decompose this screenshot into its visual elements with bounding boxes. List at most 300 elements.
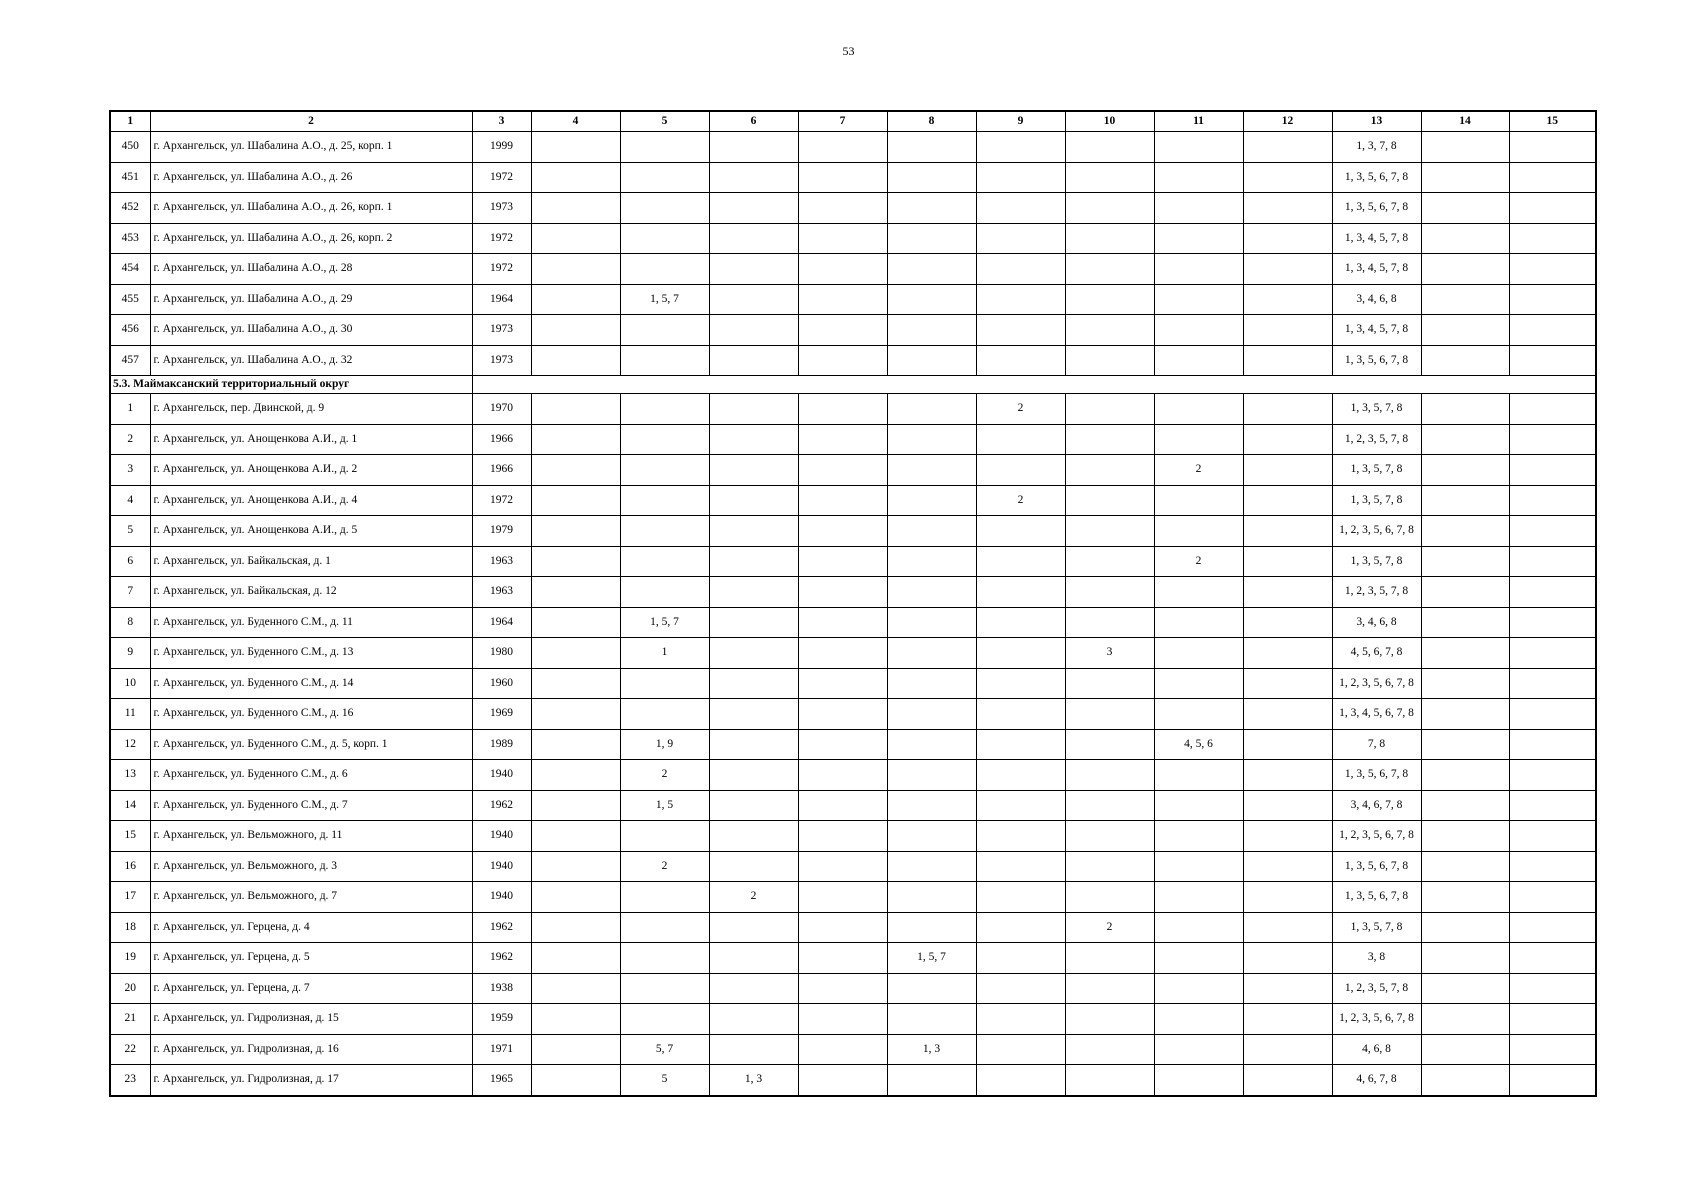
cell-col-6 bbox=[709, 821, 798, 852]
cell-col-5: 1 bbox=[620, 638, 709, 669]
cell-col-6 bbox=[709, 284, 798, 315]
section-empty-cell bbox=[472, 376, 531, 394]
cell-col-4 bbox=[531, 973, 620, 1004]
cell-col-13: 4, 5, 6, 7, 8 bbox=[1332, 638, 1421, 669]
cell-col-7 bbox=[798, 1065, 887, 1096]
cell-col-10 bbox=[1065, 1034, 1154, 1065]
cell-col-14 bbox=[1421, 638, 1509, 669]
cell-col-15 bbox=[1509, 699, 1596, 730]
cell-col-4 bbox=[531, 254, 620, 285]
cell-col-4 bbox=[531, 516, 620, 547]
cell-col-9 bbox=[976, 699, 1065, 730]
cell-col-11: 2 bbox=[1154, 455, 1243, 486]
cell-col-11 bbox=[1154, 821, 1243, 852]
cell-col-15 bbox=[1509, 973, 1596, 1004]
cell-address: г. Архангельск, пер. Двинской, д. 9 bbox=[150, 394, 472, 425]
cell-col-15 bbox=[1509, 345, 1596, 376]
cell-col-5 bbox=[620, 485, 709, 516]
cell-address: г. Архангельск, ул. Шабалина А.О., д. 30 bbox=[150, 315, 472, 346]
cell-col-6 bbox=[709, 394, 798, 425]
cell-col-4 bbox=[531, 284, 620, 315]
column-header-12: 12 bbox=[1243, 111, 1332, 132]
table-row bbox=[110, 455, 1596, 486]
cell-col-6: 1, 3 bbox=[709, 1065, 798, 1096]
cell-col-10 bbox=[1065, 516, 1154, 547]
cell-col-5 bbox=[620, 223, 709, 254]
cell-col-15 bbox=[1509, 1065, 1596, 1096]
cell-address: г. Архангельск, ул. Шабалина А.О., д. 29 bbox=[150, 284, 472, 315]
cell-col-4 bbox=[531, 1065, 620, 1096]
cell-col-6 bbox=[709, 132, 798, 163]
cell-year: 1972 bbox=[472, 485, 531, 516]
cell-col-14 bbox=[1421, 668, 1509, 699]
cell-col-14 bbox=[1421, 284, 1509, 315]
cell-col-15 bbox=[1509, 943, 1596, 974]
cell-col-6 bbox=[709, 973, 798, 1004]
cell-col-13: 1, 3, 5, 7, 8 bbox=[1332, 912, 1421, 943]
cell-col-4 bbox=[531, 485, 620, 516]
cell-row-number: 451 bbox=[110, 162, 150, 193]
cell-col-10 bbox=[1065, 668, 1154, 699]
cell-col-10 bbox=[1065, 132, 1154, 163]
cell-col-14 bbox=[1421, 162, 1509, 193]
cell-address: г. Архангельск, ул. Шабалина А.О., д. 26, корп. 1 bbox=[150, 193, 472, 224]
cell-col-9 bbox=[976, 162, 1065, 193]
cell-col-14 bbox=[1421, 760, 1509, 791]
column-header-6: 6 bbox=[709, 111, 798, 132]
cell-col-4 bbox=[531, 760, 620, 791]
cell-col-9 bbox=[976, 1004, 1065, 1035]
cell-year: 1963 bbox=[472, 577, 531, 608]
cell-col-7 bbox=[798, 729, 887, 760]
table-row bbox=[110, 790, 1596, 821]
cell-row-number: 19 bbox=[110, 943, 150, 974]
cell-col-11 bbox=[1154, 516, 1243, 547]
cell-col-6 bbox=[709, 577, 798, 608]
cell-col-11 bbox=[1154, 638, 1243, 669]
cell-col-6 bbox=[709, 254, 798, 285]
cell-col-10 bbox=[1065, 1004, 1154, 1035]
cell-col-7 bbox=[798, 638, 887, 669]
cell-col-8 bbox=[887, 223, 976, 254]
table-row bbox=[110, 345, 1596, 376]
column-header-4: 4 bbox=[531, 111, 620, 132]
cell-row-number: 22 bbox=[110, 1034, 150, 1065]
cell-col-7 bbox=[798, 485, 887, 516]
section-empty-cell bbox=[1332, 376, 1421, 394]
cell-col-10 bbox=[1065, 790, 1154, 821]
cell-col-15 bbox=[1509, 485, 1596, 516]
cell-col-12 bbox=[1243, 638, 1332, 669]
cell-col-10 bbox=[1065, 455, 1154, 486]
cell-address: г. Архангельск, ул. Анощенкова А.И., д. 5 bbox=[150, 516, 472, 547]
cell-col-14 bbox=[1421, 912, 1509, 943]
cell-year: 1959 bbox=[472, 1004, 531, 1035]
cell-col-11 bbox=[1154, 162, 1243, 193]
cell-row-number: 6 bbox=[110, 546, 150, 577]
cell-address: г. Архангельск, ул. Буденного С.М., д. 5, корп. 1 bbox=[150, 729, 472, 760]
cell-col-8 bbox=[887, 516, 976, 547]
table-row bbox=[110, 943, 1596, 974]
cell-col-11 bbox=[1154, 424, 1243, 455]
cell-col-12 bbox=[1243, 345, 1332, 376]
cell-col-12 bbox=[1243, 485, 1332, 516]
section-title: 5.3. Маймаксанский территориальный округ bbox=[110, 376, 472, 394]
cell-row-number: 20 bbox=[110, 973, 150, 1004]
cell-col-5 bbox=[620, 132, 709, 163]
cell-col-14 bbox=[1421, 193, 1509, 224]
table-row bbox=[110, 193, 1596, 224]
cell-col-11 bbox=[1154, 284, 1243, 315]
cell-col-11 bbox=[1154, 943, 1243, 974]
cell-row-number: 452 bbox=[110, 193, 150, 224]
cell-col-6 bbox=[709, 729, 798, 760]
cell-row-number: 8 bbox=[110, 607, 150, 638]
cell-year: 1969 bbox=[472, 699, 531, 730]
cell-col-9 bbox=[976, 1034, 1065, 1065]
cell-col-15 bbox=[1509, 546, 1596, 577]
cell-col-13: 1, 2, 3, 5, 6, 7, 8 bbox=[1332, 821, 1421, 852]
cell-col-10 bbox=[1065, 546, 1154, 577]
cell-col-15 bbox=[1509, 315, 1596, 346]
cell-row-number: 16 bbox=[110, 851, 150, 882]
cell-col-12 bbox=[1243, 607, 1332, 638]
cell-col-8 bbox=[887, 577, 976, 608]
section-empty-cell bbox=[976, 376, 1065, 394]
cell-address: г. Архангельск, ул. Вельможного, д. 11 bbox=[150, 821, 472, 852]
table-body bbox=[110, 132, 1596, 1096]
cell-col-4 bbox=[531, 345, 620, 376]
cell-col-5: 5, 7 bbox=[620, 1034, 709, 1065]
cell-col-6 bbox=[709, 668, 798, 699]
cell-year: 1971 bbox=[472, 1034, 531, 1065]
cell-col-12 bbox=[1243, 546, 1332, 577]
cell-col-5 bbox=[620, 394, 709, 425]
cell-address: г. Архангельск, ул. Байкальская, д. 1 bbox=[150, 546, 472, 577]
cell-col-5 bbox=[620, 546, 709, 577]
cell-col-4 bbox=[531, 1004, 620, 1035]
section-empty-cell bbox=[798, 376, 887, 394]
cell-col-9 bbox=[976, 424, 1065, 455]
cell-col-13: 1, 2, 3, 5, 6, 7, 8 bbox=[1332, 516, 1421, 547]
column-header-1: 1 bbox=[110, 111, 150, 132]
cell-col-5 bbox=[620, 943, 709, 974]
table-row bbox=[110, 223, 1596, 254]
cell-col-8 bbox=[887, 882, 976, 913]
cell-col-6 bbox=[709, 912, 798, 943]
cell-col-4 bbox=[531, 315, 620, 346]
cell-year: 1972 bbox=[472, 162, 531, 193]
column-header-3: 3 bbox=[472, 111, 531, 132]
cell-col-6 bbox=[709, 223, 798, 254]
cell-col-15 bbox=[1509, 790, 1596, 821]
column-number-header-row bbox=[110, 111, 1596, 132]
table-row bbox=[110, 254, 1596, 285]
cell-col-13: 1, 2, 3, 5, 6, 7, 8 bbox=[1332, 668, 1421, 699]
cell-row-number: 456 bbox=[110, 315, 150, 346]
cell-col-8 bbox=[887, 284, 976, 315]
cell-col-9 bbox=[976, 638, 1065, 669]
cell-col-6 bbox=[709, 193, 798, 224]
cell-year: 1940 bbox=[472, 760, 531, 791]
section-empty-cell bbox=[1243, 376, 1332, 394]
cell-col-9: 2 bbox=[976, 394, 1065, 425]
cell-row-number: 2 bbox=[110, 424, 150, 455]
cell-col-12 bbox=[1243, 516, 1332, 547]
cell-col-4 bbox=[531, 546, 620, 577]
cell-col-6 bbox=[709, 1004, 798, 1035]
cell-col-9 bbox=[976, 315, 1065, 346]
cell-col-5: 1, 9 bbox=[620, 729, 709, 760]
cell-col-7 bbox=[798, 284, 887, 315]
cell-col-15 bbox=[1509, 851, 1596, 882]
cell-col-7 bbox=[798, 193, 887, 224]
cell-col-13: 7, 8 bbox=[1332, 729, 1421, 760]
cell-year: 1966 bbox=[472, 424, 531, 455]
cell-col-15 bbox=[1509, 821, 1596, 852]
cell-col-4 bbox=[531, 699, 620, 730]
column-header-14: 14 bbox=[1421, 111, 1509, 132]
cell-year: 1966 bbox=[472, 455, 531, 486]
cell-col-9 bbox=[976, 821, 1065, 852]
cell-col-10 bbox=[1065, 851, 1154, 882]
cell-col-8 bbox=[887, 607, 976, 638]
cell-year: 1964 bbox=[472, 607, 531, 638]
cell-col-5 bbox=[620, 193, 709, 224]
section-empty-cell bbox=[531, 376, 620, 394]
cell-col-4 bbox=[531, 424, 620, 455]
cell-col-10 bbox=[1065, 162, 1154, 193]
column-header-2: 2 bbox=[150, 111, 472, 132]
cell-col-7 bbox=[798, 1034, 887, 1065]
cell-col-14 bbox=[1421, 607, 1509, 638]
cell-col-11: 4, 5, 6 bbox=[1154, 729, 1243, 760]
cell-col-14 bbox=[1421, 315, 1509, 346]
cell-col-12 bbox=[1243, 424, 1332, 455]
cell-col-9 bbox=[976, 882, 1065, 913]
table-row bbox=[110, 973, 1596, 1004]
cell-col-8 bbox=[887, 315, 976, 346]
cell-col-5: 1, 5, 7 bbox=[620, 607, 709, 638]
table-row bbox=[110, 394, 1596, 425]
cell-col-9 bbox=[976, 851, 1065, 882]
cell-col-11 bbox=[1154, 1034, 1243, 1065]
cell-col-6 bbox=[709, 638, 798, 669]
cell-col-8 bbox=[887, 345, 976, 376]
cell-address: г. Архангельск, ул. Гидролизная, д. 16 bbox=[150, 1034, 472, 1065]
cell-col-12 bbox=[1243, 577, 1332, 608]
cell-col-15 bbox=[1509, 638, 1596, 669]
cell-col-7 bbox=[798, 668, 887, 699]
cell-year: 1940 bbox=[472, 882, 531, 913]
cell-col-5 bbox=[620, 162, 709, 193]
cell-col-11 bbox=[1154, 851, 1243, 882]
cell-year: 1962 bbox=[472, 943, 531, 974]
cell-col-9 bbox=[976, 729, 1065, 760]
cell-col-8 bbox=[887, 851, 976, 882]
cell-col-14 bbox=[1421, 729, 1509, 760]
cell-col-14 bbox=[1421, 132, 1509, 163]
cell-col-15 bbox=[1509, 132, 1596, 163]
cell-col-11 bbox=[1154, 577, 1243, 608]
cell-col-8 bbox=[887, 485, 976, 516]
cell-col-7 bbox=[798, 455, 887, 486]
cell-col-8 bbox=[887, 546, 976, 577]
section-empty-cell bbox=[1065, 376, 1154, 394]
cell-col-8 bbox=[887, 1004, 976, 1035]
cell-col-4 bbox=[531, 455, 620, 486]
cell-col-10 bbox=[1065, 607, 1154, 638]
cell-col-4 bbox=[531, 162, 620, 193]
cell-address: г. Архангельск, ул. Шабалина А.О., д. 25, корп. 1 bbox=[150, 132, 472, 163]
cell-address: г. Архангельск, ул. Шабалина А.О., д. 28 bbox=[150, 254, 472, 285]
cell-col-15 bbox=[1509, 912, 1596, 943]
cell-col-10 bbox=[1065, 345, 1154, 376]
cell-year: 1999 bbox=[472, 132, 531, 163]
page-number: 53 bbox=[842, 44, 855, 58]
cell-col-4 bbox=[531, 882, 620, 913]
cell-address: г. Архангельск, ул. Буденного С.М., д. 11 bbox=[150, 607, 472, 638]
cell-col-11 bbox=[1154, 760, 1243, 791]
cell-col-9 bbox=[976, 760, 1065, 791]
cell-row-number: 14 bbox=[110, 790, 150, 821]
table-row bbox=[110, 1004, 1596, 1035]
cell-col-11 bbox=[1154, 699, 1243, 730]
cell-year: 1965 bbox=[472, 1065, 531, 1096]
cell-address: г. Архангельск, ул. Анощенкова А.И., д. 4 bbox=[150, 485, 472, 516]
cell-col-15 bbox=[1509, 729, 1596, 760]
cell-address: г. Архангельск, ул. Буденного С.М., д. 16 bbox=[150, 699, 472, 730]
cell-col-15 bbox=[1509, 1004, 1596, 1035]
cell-col-13: 3, 4, 6, 7, 8 bbox=[1332, 790, 1421, 821]
cell-col-6 bbox=[709, 345, 798, 376]
cell-address: г. Архангельск, ул. Буденного С.М., д. 6 bbox=[150, 760, 472, 791]
cell-col-6 bbox=[709, 424, 798, 455]
cell-col-5 bbox=[620, 254, 709, 285]
cell-row-number: 9 bbox=[110, 638, 150, 669]
cell-col-8 bbox=[887, 394, 976, 425]
cell-col-13: 1, 2, 3, 5, 6, 7, 8 bbox=[1332, 1004, 1421, 1035]
cell-address: г. Архангельск, ул. Анощенкова А.И., д. 2 bbox=[150, 455, 472, 486]
cell-col-8 bbox=[887, 1065, 976, 1096]
cell-col-15 bbox=[1509, 254, 1596, 285]
cell-col-8 bbox=[887, 973, 976, 1004]
table-row bbox=[110, 821, 1596, 852]
cell-col-5 bbox=[620, 821, 709, 852]
cell-col-11 bbox=[1154, 394, 1243, 425]
cell-year: 1972 bbox=[472, 254, 531, 285]
cell-col-11 bbox=[1154, 223, 1243, 254]
cell-col-9 bbox=[976, 223, 1065, 254]
cell-col-12 bbox=[1243, 284, 1332, 315]
cell-col-7 bbox=[798, 315, 887, 346]
cell-col-13: 1, 3, 5, 7, 8 bbox=[1332, 455, 1421, 486]
cell-col-7 bbox=[798, 943, 887, 974]
cell-row-number: 3 bbox=[110, 455, 150, 486]
column-header-10: 10 bbox=[1065, 111, 1154, 132]
cell-col-12 bbox=[1243, 1004, 1332, 1035]
cell-col-14 bbox=[1421, 1004, 1509, 1035]
housing-register-table bbox=[109, 110, 1597, 1097]
column-header-9: 9 bbox=[976, 111, 1065, 132]
cell-col-7 bbox=[798, 973, 887, 1004]
table-row bbox=[110, 1034, 1596, 1065]
cell-row-number: 13 bbox=[110, 760, 150, 791]
cell-year: 1972 bbox=[472, 223, 531, 254]
cell-col-4 bbox=[531, 577, 620, 608]
cell-col-11 bbox=[1154, 254, 1243, 285]
cell-col-13: 1, 2, 3, 5, 7, 8 bbox=[1332, 973, 1421, 1004]
cell-row-number: 5 bbox=[110, 516, 150, 547]
cell-col-8 bbox=[887, 162, 976, 193]
cell-col-15 bbox=[1509, 394, 1596, 425]
cell-col-7 bbox=[798, 821, 887, 852]
cell-col-14 bbox=[1421, 973, 1509, 1004]
cell-col-15 bbox=[1509, 455, 1596, 486]
cell-col-13: 1, 3, 5, 6, 7, 8 bbox=[1332, 345, 1421, 376]
table-row bbox=[110, 699, 1596, 730]
cell-col-10 bbox=[1065, 223, 1154, 254]
cell-col-9 bbox=[976, 607, 1065, 638]
table-row bbox=[110, 424, 1596, 455]
cell-col-7 bbox=[798, 162, 887, 193]
cell-col-14 bbox=[1421, 254, 1509, 285]
cell-col-4 bbox=[531, 912, 620, 943]
cell-col-7 bbox=[798, 760, 887, 791]
cell-col-8: 1, 3 bbox=[887, 1034, 976, 1065]
cell-col-11 bbox=[1154, 912, 1243, 943]
cell-address: г. Архангельск, ул. Гидролизная, д. 17 bbox=[150, 1065, 472, 1096]
table-row bbox=[110, 668, 1596, 699]
cell-col-13: 1, 2, 3, 5, 7, 8 bbox=[1332, 577, 1421, 608]
cell-col-14 bbox=[1421, 577, 1509, 608]
cell-address: г. Архангельск, ул. Анощенкова А.И., д. 1 bbox=[150, 424, 472, 455]
table-row bbox=[110, 1065, 1596, 1096]
cell-year: 1979 bbox=[472, 516, 531, 547]
cell-col-7 bbox=[798, 851, 887, 882]
cell-col-4 bbox=[531, 729, 620, 760]
cell-col-7 bbox=[798, 546, 887, 577]
table-row bbox=[110, 516, 1596, 547]
cell-col-14 bbox=[1421, 485, 1509, 516]
cell-col-10 bbox=[1065, 193, 1154, 224]
cell-col-8 bbox=[887, 821, 976, 852]
cell-col-12 bbox=[1243, 912, 1332, 943]
cell-col-6 bbox=[709, 607, 798, 638]
cell-col-9 bbox=[976, 668, 1065, 699]
cell-year: 1960 bbox=[472, 668, 531, 699]
cell-col-6 bbox=[709, 760, 798, 791]
cell-col-8 bbox=[887, 455, 976, 486]
cell-address: г. Архангельск, ул. Шабалина А.О., д. 26, корп. 2 bbox=[150, 223, 472, 254]
cell-col-11 bbox=[1154, 315, 1243, 346]
cell-col-9 bbox=[976, 546, 1065, 577]
cell-col-15 bbox=[1509, 424, 1596, 455]
cell-col-15 bbox=[1509, 162, 1596, 193]
cell-col-13: 1, 3, 5, 6, 7, 8 bbox=[1332, 193, 1421, 224]
cell-col-9 bbox=[976, 912, 1065, 943]
cell-col-4 bbox=[531, 607, 620, 638]
cell-col-5 bbox=[620, 973, 709, 1004]
section-empty-cell bbox=[1154, 376, 1243, 394]
table-row bbox=[110, 760, 1596, 791]
cell-col-4 bbox=[531, 223, 620, 254]
cell-col-5: 2 bbox=[620, 851, 709, 882]
cell-year: 1973 bbox=[472, 193, 531, 224]
cell-address: г. Архангельск, ул. Буденного С.М., д. 14 bbox=[150, 668, 472, 699]
cell-col-13: 1, 3, 5, 6, 7, 8 bbox=[1332, 760, 1421, 791]
cell-col-9 bbox=[976, 284, 1065, 315]
